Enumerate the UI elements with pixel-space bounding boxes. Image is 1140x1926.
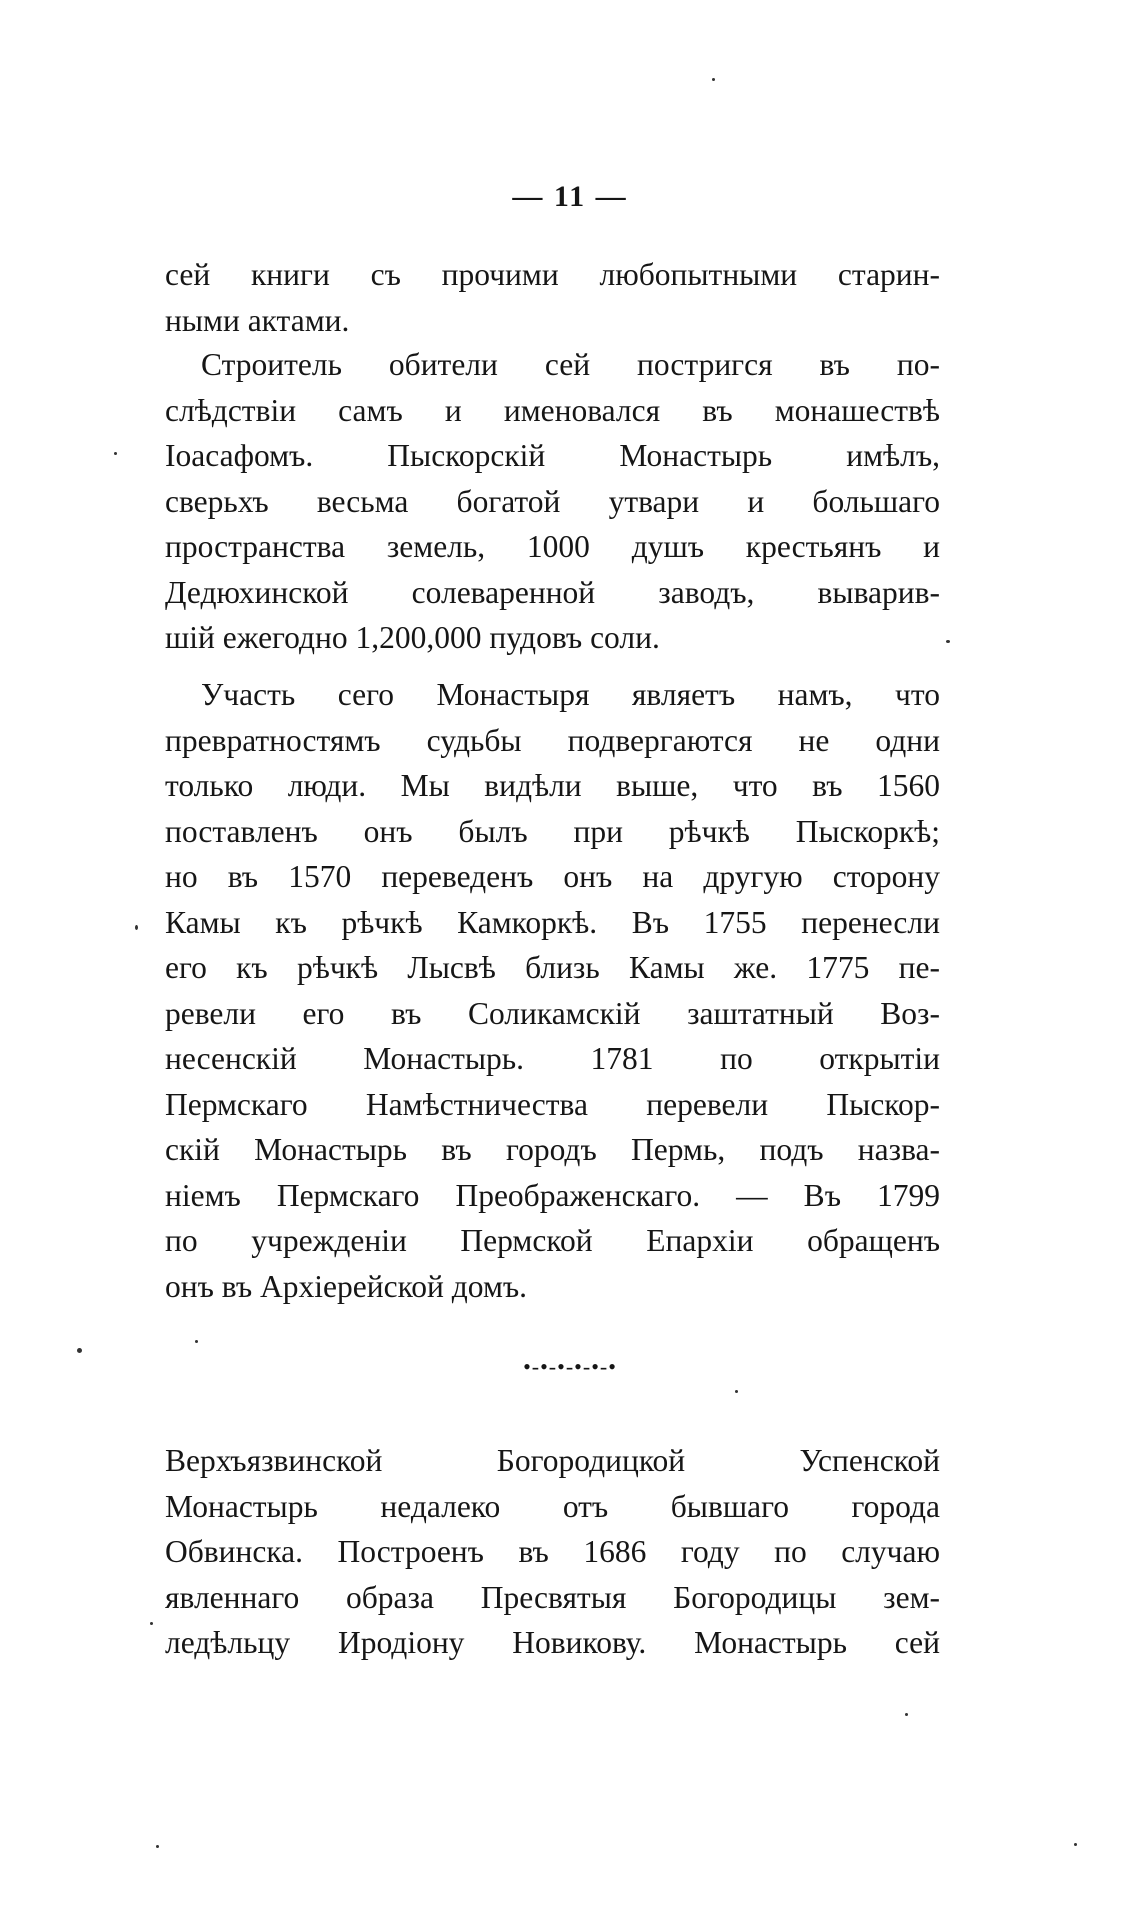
text-line: слѣдствіи самъ и именовался въ монашествѣ — [165, 392, 940, 428]
text-line: онъ въ Архіерейской домъ. — [165, 1268, 528, 1304]
text-line: ными актами. — [165, 302, 350, 338]
scan-speck — [905, 1713, 908, 1716]
paragraph-builder — [165, 342, 940, 661]
scan-speck — [946, 640, 950, 643]
text-line: несенскій Монастырь. 1781 по открытіи — [165, 1041, 940, 1076]
text-line: шій ежегодно 1,200,000 пудовъ соли. — [165, 620, 660, 655]
section-separator: •-•-•-•-•-• — [523, 1354, 617, 1379]
text-line: пространства земель, 1000 душъ крестьянъ и — [165, 529, 940, 564]
text-line: ніемъ Пермскаго Преображенскаго. — Въ 1799 — [165, 1177, 940, 1213]
page-number: — 11 — — [512, 180, 628, 213]
scan-speck — [135, 925, 138, 930]
paragraph-monastery — [165, 1438, 940, 1666]
text-line: сей книги съ прочими любопытными старин- — [165, 257, 940, 292]
text-line: его къ рѣчкѣ Лысвѣ близь Камы же. 1775 пе- — [165, 950, 940, 985]
text-line: Пермскаго Намѣстничества перевели Пыскор- — [165, 1086, 940, 1122]
text-line: ревели его въ Соликамскій заштатный Воз- — [165, 995, 940, 1031]
text-line: превратностямъ судьбы подвергаются не одни — [165, 722, 940, 758]
scan-speck — [195, 1340, 198, 1343]
text-line: Верхъязвинской Богородицкой Успенской — [165, 1443, 940, 1478]
text-line: Камы къ рѣчкѣ Камкоркѣ. Въ 1755 перенесли — [165, 904, 940, 940]
text-line: Участь сего Монастыря являетъ намъ, что — [201, 677, 940, 712]
text-line: ледѣльцу Иродіону Новикову. Монастырь сей — [165, 1625, 940, 1660]
text-line: только люди. Мы видѣли выше, что въ 1560 — [165, 768, 940, 803]
scan-speck — [156, 1845, 159, 1848]
paragraph-continuation — [165, 252, 940, 343]
text-line: Дедюхинской солеваренной заводъ, выварив- — [165, 574, 940, 610]
scan-speck — [150, 1622, 153, 1625]
text-line: поставленъ онъ былъ при рѣчкѣ Пыскоркѣ; — [165, 813, 940, 849]
scan-speck — [735, 1390, 738, 1393]
text-line: Монастырь недалеко отъ бывшаго города — [165, 1488, 940, 1524]
text-line: сверьхъ весьма богатой утвари и большаго — [165, 483, 940, 519]
text-line: но въ 1570 переведенъ онъ на другую сторону — [165, 859, 940, 894]
text-line: скій Монастырь въ городъ Пермь, подъ назва- — [165, 1132, 940, 1167]
scan-speck — [77, 1348, 82, 1353]
scan-speck — [712, 78, 715, 81]
text-line: Іоасафомъ. Пыскорскій Монастырь имѣлъ, — [165, 438, 940, 473]
text-line: по учрежденіи Пермской Епархіи обращенъ — [165, 1223, 940, 1258]
paragraph-fate — [165, 672, 940, 1309]
text-line: явленнаго образа Пресвятыя Богородицы зем- — [165, 1579, 940, 1615]
scan-speck — [114, 452, 117, 455]
scan-speck — [1074, 1843, 1077, 1846]
text-line: Обвинска. Построенъ въ 1686 году по случаю — [165, 1534, 940, 1569]
text-line: Строитель обители сей постригся въ по- — [201, 347, 940, 382]
